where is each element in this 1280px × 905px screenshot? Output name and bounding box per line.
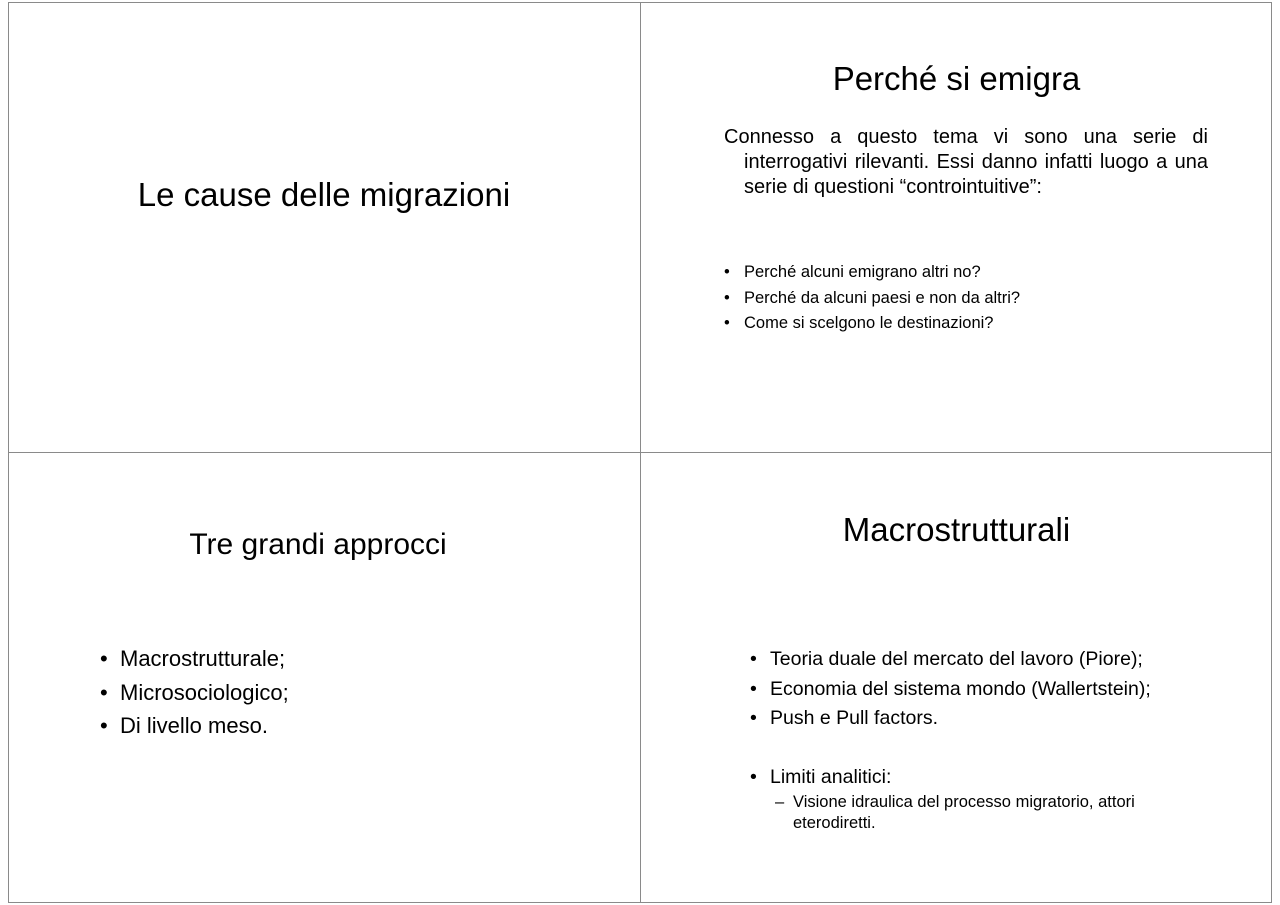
list-item: • Di livello meso.: [100, 713, 289, 747]
slide2-intro-text: Connesso a questo tema vi sono una serie di interrogativi rilevanti. Essi danno infatti luogo a una serie di questioni “controintuitive”:: [724, 126, 1208, 198]
slide3-title: Tre grandi approcci: [189, 528, 447, 561]
sub-list-item: – Visione idraulica del processo migratorio, attori eterodiretti.: [770, 792, 1161, 834]
slide3-bullet-list: [100, 646, 289, 747]
list-item: • Macrostrutturale;: [100, 646, 289, 680]
list-item: • Teoria duale del mercato del lavoro (Piore);: [750, 647, 1161, 677]
list-item: • Come si scelgono le destinazioni?: [724, 313, 1020, 339]
list-item: • Microsociologico;: [100, 680, 289, 714]
slide-divider-horizontal: [8, 452, 1272, 453]
list-item: • Economia del sistema mondo (Wallertstein);: [750, 677, 1161, 707]
list-item: • Push e Pull factors.: [750, 706, 1161, 736]
slide4-sub-list: [770, 792, 1161, 834]
list-item-label: Limiti analitici:: [770, 765, 892, 788]
list-item: • Perché alcuni emigrano altri no?: [724, 262, 1020, 288]
slide1-title: Le cause delle migrazioni: [137, 176, 511, 213]
slide2-bullet-list: [724, 262, 1020, 339]
list-item-with-subitems: [750, 765, 1161, 834]
list-item: • Perché da alcuni paesi e non da altri?: [724, 288, 1020, 314]
slide4-bullet-list: [750, 647, 1161, 834]
slide2-title: Perché si emigra: [832, 60, 1081, 97]
slide4-title: Macrostrutturali: [842, 511, 1071, 548]
